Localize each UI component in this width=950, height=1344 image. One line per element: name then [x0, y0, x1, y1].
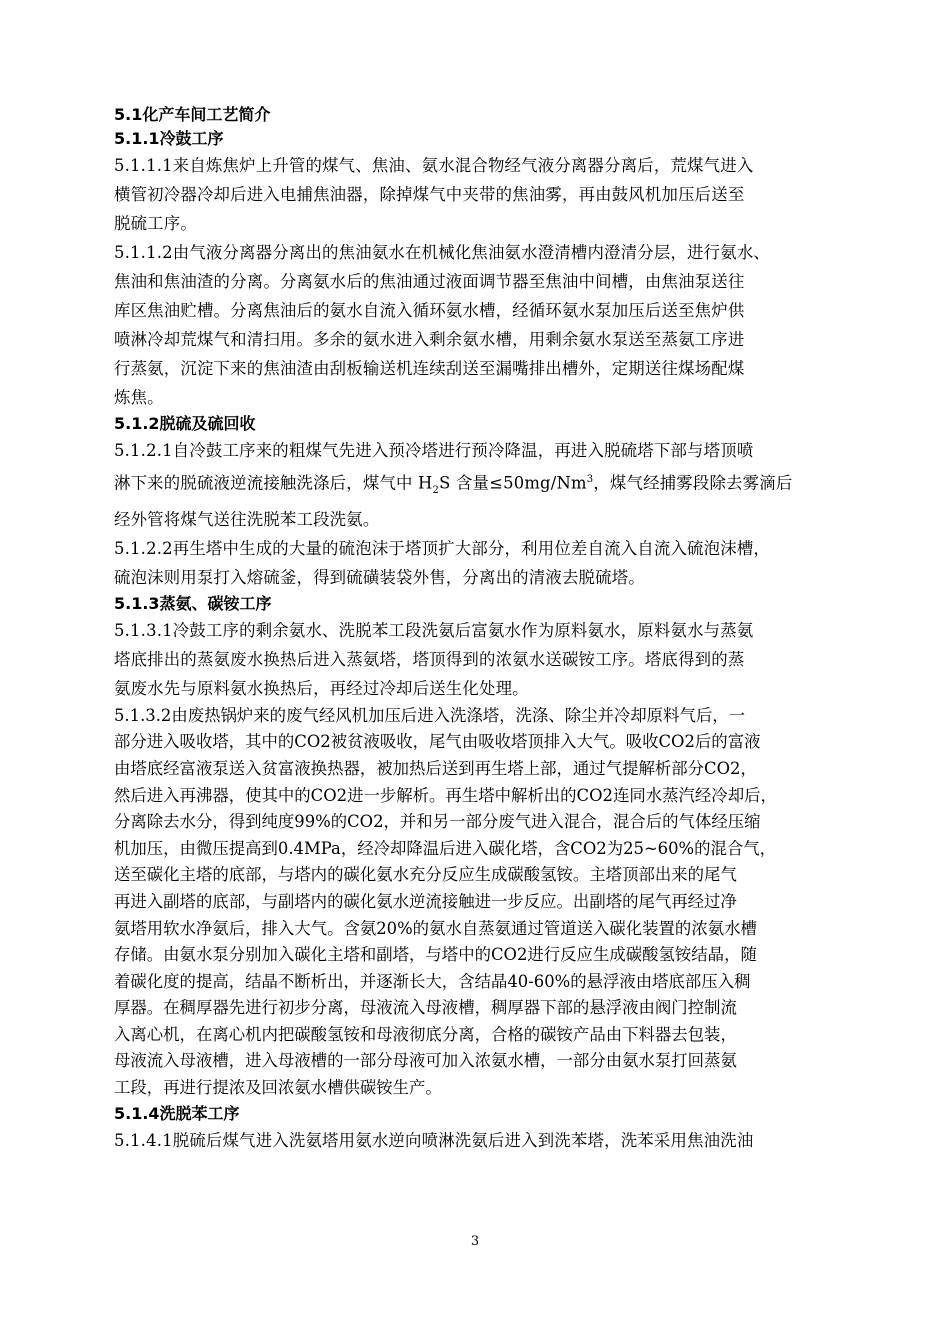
text-line: 5.1.2.2再生塔中生成的大量的硫泡沫于塔顶扩大部分，利用位差自流入自流入硫泡沫槽，	[114, 538, 771, 558]
text-fragment: ，煤气经捕雾段除去雾滴后	[593, 473, 793, 493]
superscript: 3	[586, 474, 594, 485]
subscript: 2	[432, 484, 440, 496]
text-line: 然后进入再沸器，使其中的CO2进一步解析。再生塔中解析出的CO2连同水蒸汽经冷却后，	[114, 785, 777, 805]
text-line: 焦油和焦油渣的分离。分离氨水后的焦油通过液面调节器至焦油中间槽，由焦油泵送往	[114, 272, 745, 291]
text-line: 5.1.1.1来自炼焦炉上升管的煤气、焦油、氨水混合物经气液分离器分离后，荒煤气进入	[114, 156, 754, 175]
text-line: 机加压，由微压提高到0.4MPa，经冷却降温后进入碳化塔，含CO2为25~60%的混合气，	[114, 838, 777, 858]
text-line: 送至碳化主塔的底部，与塔内的碳化氨水充分反应生成碳酸氢铵。主塔顶部出来的尾气	[114, 865, 737, 885]
page-content	[114, 103, 862, 1155]
paragraph-5-1-1-2	[114, 238, 862, 412]
paragraph-5-1-3-1	[114, 616, 862, 703]
text-line: 5.1.1.2由气液分离器分离出的焦油氨水在机械化焦油氨水澄清槽内澄清分层，进行氨水、	[114, 243, 771, 262]
text-line: 硫泡沫则用泵打入熔硫釜，得到硫磺装袋外售，分离出的清液去脱硫塔。	[114, 567, 645, 587]
text-line: 横管初冷器冷却后进入电捕焦油器，除掉煤气中夹带的焦油雾，再由鼓风机加压后送至	[114, 185, 745, 204]
text-line: 5.1.3.2由废热锅炉来的废气经风机加压后进入洗涤塔，洗涤、除尘并冷却原料气后，一	[114, 705, 746, 725]
section-heading-5-1-2: 5.1.2脱硫及硫回收	[114, 414, 256, 433]
text-line: 厚器。在稠厚器先进行初步分离，母液流入母液槽，稠厚器下部的悬浮液由阀门控制流	[114, 998, 737, 1018]
text-fragment: S 含量≤50mg/Nm	[439, 473, 587, 493]
text-line: 库区焦油贮槽。分离焦油后的氨水自流入循环氨水槽，经循环氨水泵加压后送至焦炉供	[114, 301, 745, 320]
text-line: 5.1.2.1自冷鼓工序来的粗煤气先进入预冷塔进行预冷降温，再进入脱硫塔下部与塔顶喷	[114, 441, 754, 460]
text-fragment: 淋下来的脱硫液逆流接触洗涤后，煤气中 H	[114, 473, 433, 493]
text-line: 氨废水先与原料氨水换热后，再经过冷却后送生化处理。	[114, 678, 529, 698]
text-line: 塔底排出的蒸氨废水换热后进入蒸氨塔，塔顶得到的浓氨水送碳铵工序。塔底得到的蒸	[114, 649, 745, 669]
text-line: 脱硫工序。	[114, 214, 197, 233]
text-line: 5.1.3.1冷鼓工序的剩余氨水、洗脱苯工段洗氨后富氨水作为原料氨水，原料氨水与蒸氨	[114, 620, 754, 640]
text-line: 工段，再进行提浓及回浓氨水槽供碳铵生产。	[114, 1078, 442, 1098]
text-line: 部分进入吸收塔，其中的CO2被贫液吸收，尾气由吸收塔顶排入大气。吸收CO2后的富液	[114, 732, 761, 752]
paragraph-5-1-1-1	[114, 151, 862, 238]
text-line: 再进入副塔的底部，与副塔内的碳化氨水逆流接触进一步反应。出副塔的尾气再经过净	[114, 891, 737, 911]
text-line: 经外管将煤气送往洗脱苯工段洗氨。	[114, 509, 380, 529]
text-line: 由塔底经富液泵送入贫富液换热器，被加热后送到再生塔上部，通过气提解析部分CO2，	[114, 758, 757, 778]
text-line: 存储。由氨水泵分别加入碳化主塔和副塔，与塔中的CO2进行反应生成碳酸氢铵结晶，随	[114, 945, 757, 965]
text-line: 氨塔用软水净氨后，排入大气。含氨20%的氨水自蒸氨通过管道送入碳化装置的浓氨水槽	[114, 918, 757, 938]
text-line: 母液流入母液槽，进入母液槽的一部分母液可加入浓氨水槽，一部分由氨水泵打回蒸氨	[114, 1051, 737, 1071]
text-line: 着碳化度的提高，结晶不断析出，并逐渐长大，含结晶40-60%的悬浮液由塔底部压入稠	[114, 971, 751, 991]
section-heading-5-1: 5.1化产车间工艺简介	[114, 105, 271, 124]
text-line: 喷淋冷却荒煤气和清扫用。多余的氨水进入剩余氨水槽，用剩余氨水泵送至蒸氨工序进	[114, 330, 745, 349]
section-heading-5-1-1: 5.1.1冷鼓工序	[114, 129, 224, 148]
text-line: 炼焦。	[114, 388, 164, 407]
paragraph-5-1-2-2	[114, 534, 862, 592]
text-line: 5.1.4.1脱硫后煤气进入洗氨塔用氨水逆向喷淋洗氨后进入到洗苯塔，洗苯采用焦油洗油	[114, 1130, 754, 1150]
section-heading-5-1-3: 5.1.3蒸氨、碳铵工序	[114, 593, 272, 613]
text-line: 入离心机，在离心机内把碳酸氢铵和母液彻底分离，合格的碳铵产品由下料器去包装，	[114, 1024, 737, 1044]
text-line	[114, 465, 862, 505]
section-heading-5-1-4: 5.1.4洗脱苯工序	[114, 1103, 240, 1123]
paragraph-5-1-2-1	[114, 436, 862, 534]
text-line: 分离除去水分，得到纯度99%的CO2，并和另一部分废气进入混合，混合后的气体经压缩	[114, 812, 761, 832]
paragraph-5-1-3-2	[114, 703, 862, 1102]
text-line: 行蒸氨，沉淀下来的焦油渣由刮板输送机连续刮送至漏嘴排出槽外，定期送往煤场配煤	[114, 359, 745, 378]
paragraph-5-1-4-1	[114, 1126, 862, 1155]
page-number: 3	[470, 1234, 480, 1249]
